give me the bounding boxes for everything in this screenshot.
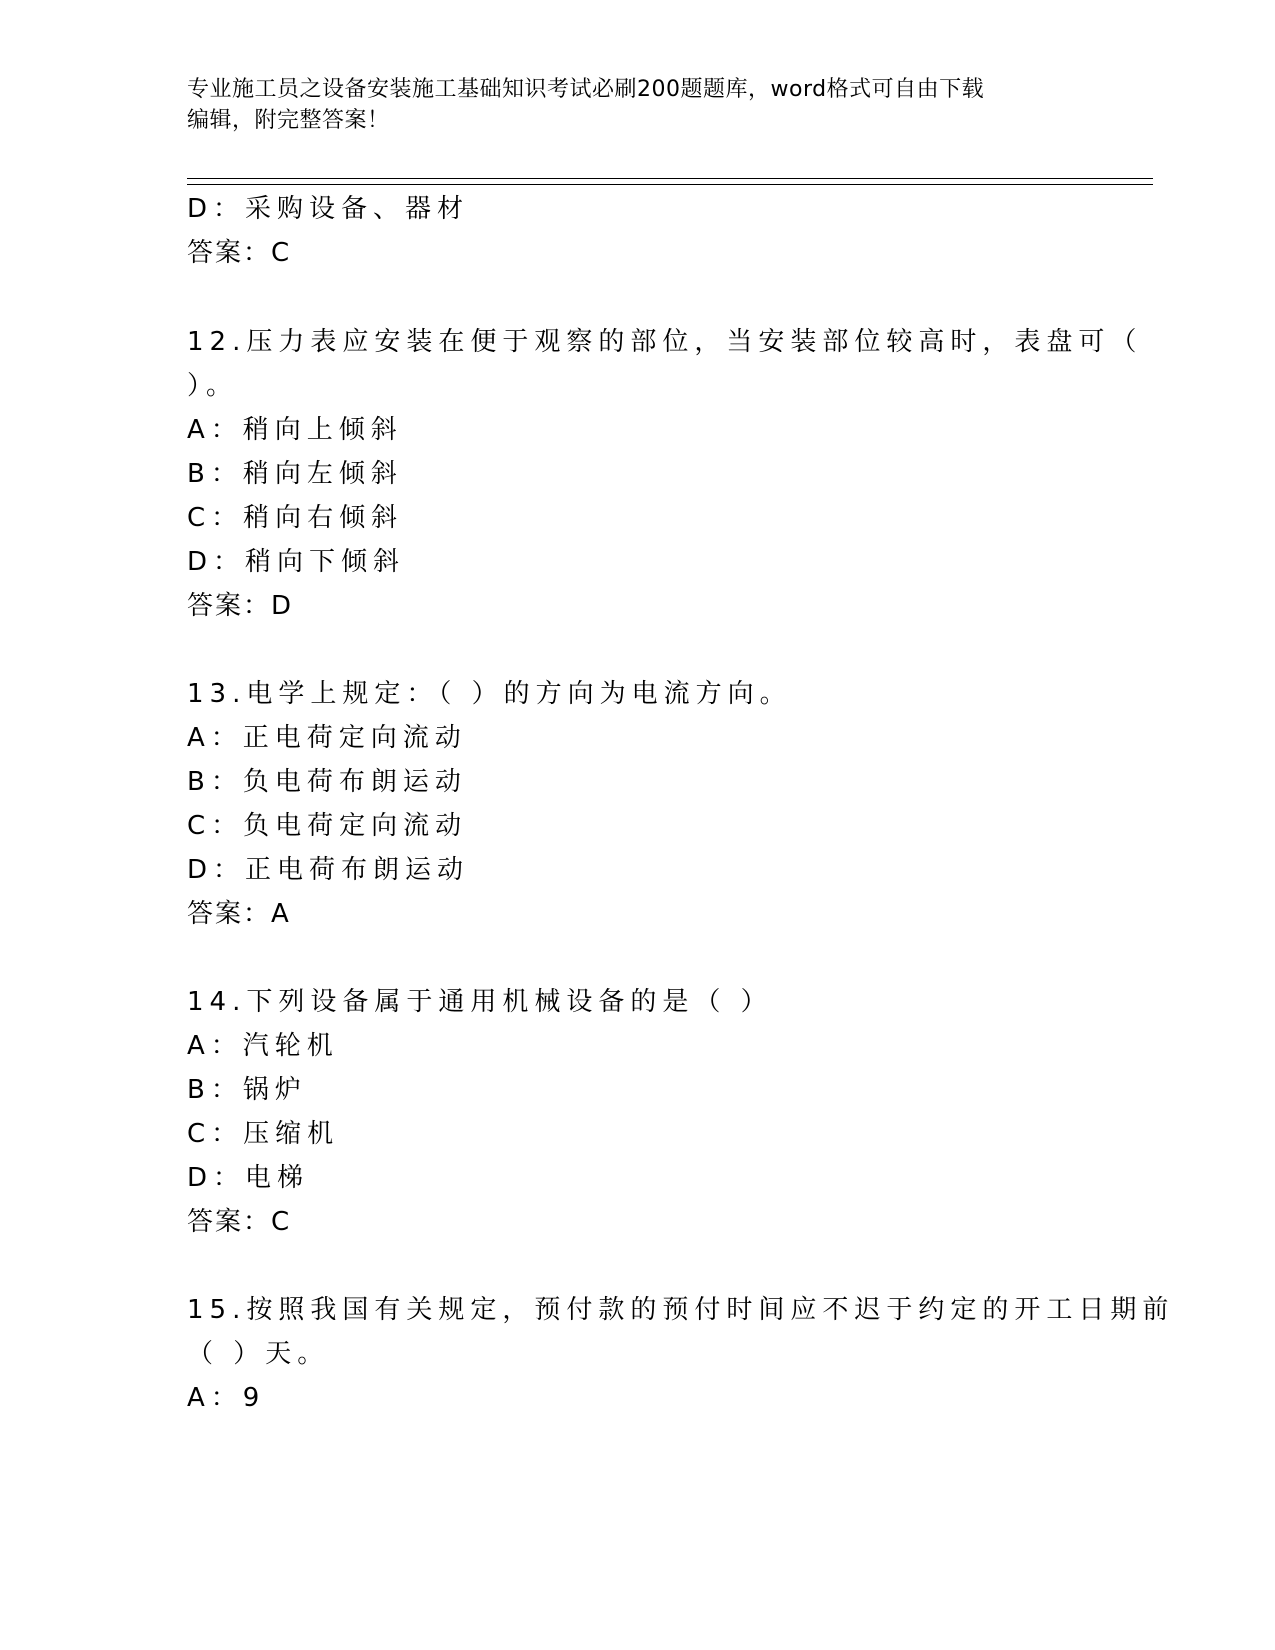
option-a-q12: A：稍向上倾斜: [187, 415, 403, 445]
option-b-q13: B：负电荷布朗运动: [187, 767, 467, 797]
answer-q11: 答案：C: [187, 238, 292, 268]
question-13-text: 13.电学上规定：（ ）的方向为电流方向。: [187, 679, 792, 709]
answer-q13: 答案：A: [187, 899, 291, 929]
option-d-q11: D：采购设备、器材: [187, 194, 470, 224]
header-title-line-2: 编辑，附完整答案！: [187, 108, 390, 133]
header-title-line-1: 专业施工员之设备安装施工基础知识考试必刷200题题库，word格式可自由下载: [187, 77, 985, 102]
option-a-q15: A：9: [187, 1383, 266, 1413]
question-12-text-cont: ）。: [187, 371, 239, 401]
question-12-text: 12.压力表应安装在便于观察的部位，当安装部位较高时，表盘可（: [187, 327, 1143, 357]
option-d-q13: D：正电荷布朗运动: [187, 855, 470, 885]
option-a-q14: A：汽轮机: [187, 1031, 339, 1061]
option-b-q12: B：稍向左倾斜: [187, 459, 403, 489]
option-c-q13: C：负电荷定向流动: [187, 811, 468, 841]
header-divider-top: [187, 178, 1153, 179]
option-d-q12: D：稍向下倾斜: [187, 547, 406, 577]
question-15-text-cont: （ ）天。: [187, 1339, 330, 1369]
answer-q12: 答案：D: [187, 591, 294, 621]
header-divider-bottom: [187, 184, 1153, 185]
document-header: [187, 74, 1087, 136]
answer-q14: 答案：C: [187, 1207, 292, 1237]
option-d-q14: D：电梯: [187, 1163, 310, 1193]
question-15-text: 15.按照我国有关规定，预付款的预付时间应不迟于约定的开工日期前: [187, 1295, 1175, 1325]
option-c-q14: C：压缩机: [187, 1119, 340, 1149]
option-c-q12: C：稍向右倾斜: [187, 503, 404, 533]
option-a-q13: A：正电荷定向流动: [187, 723, 467, 753]
question-14-text: 14.下列设备属于通用机械设备的是（ ）: [187, 987, 773, 1017]
option-b-q14: B：锅炉: [187, 1075, 307, 1105]
